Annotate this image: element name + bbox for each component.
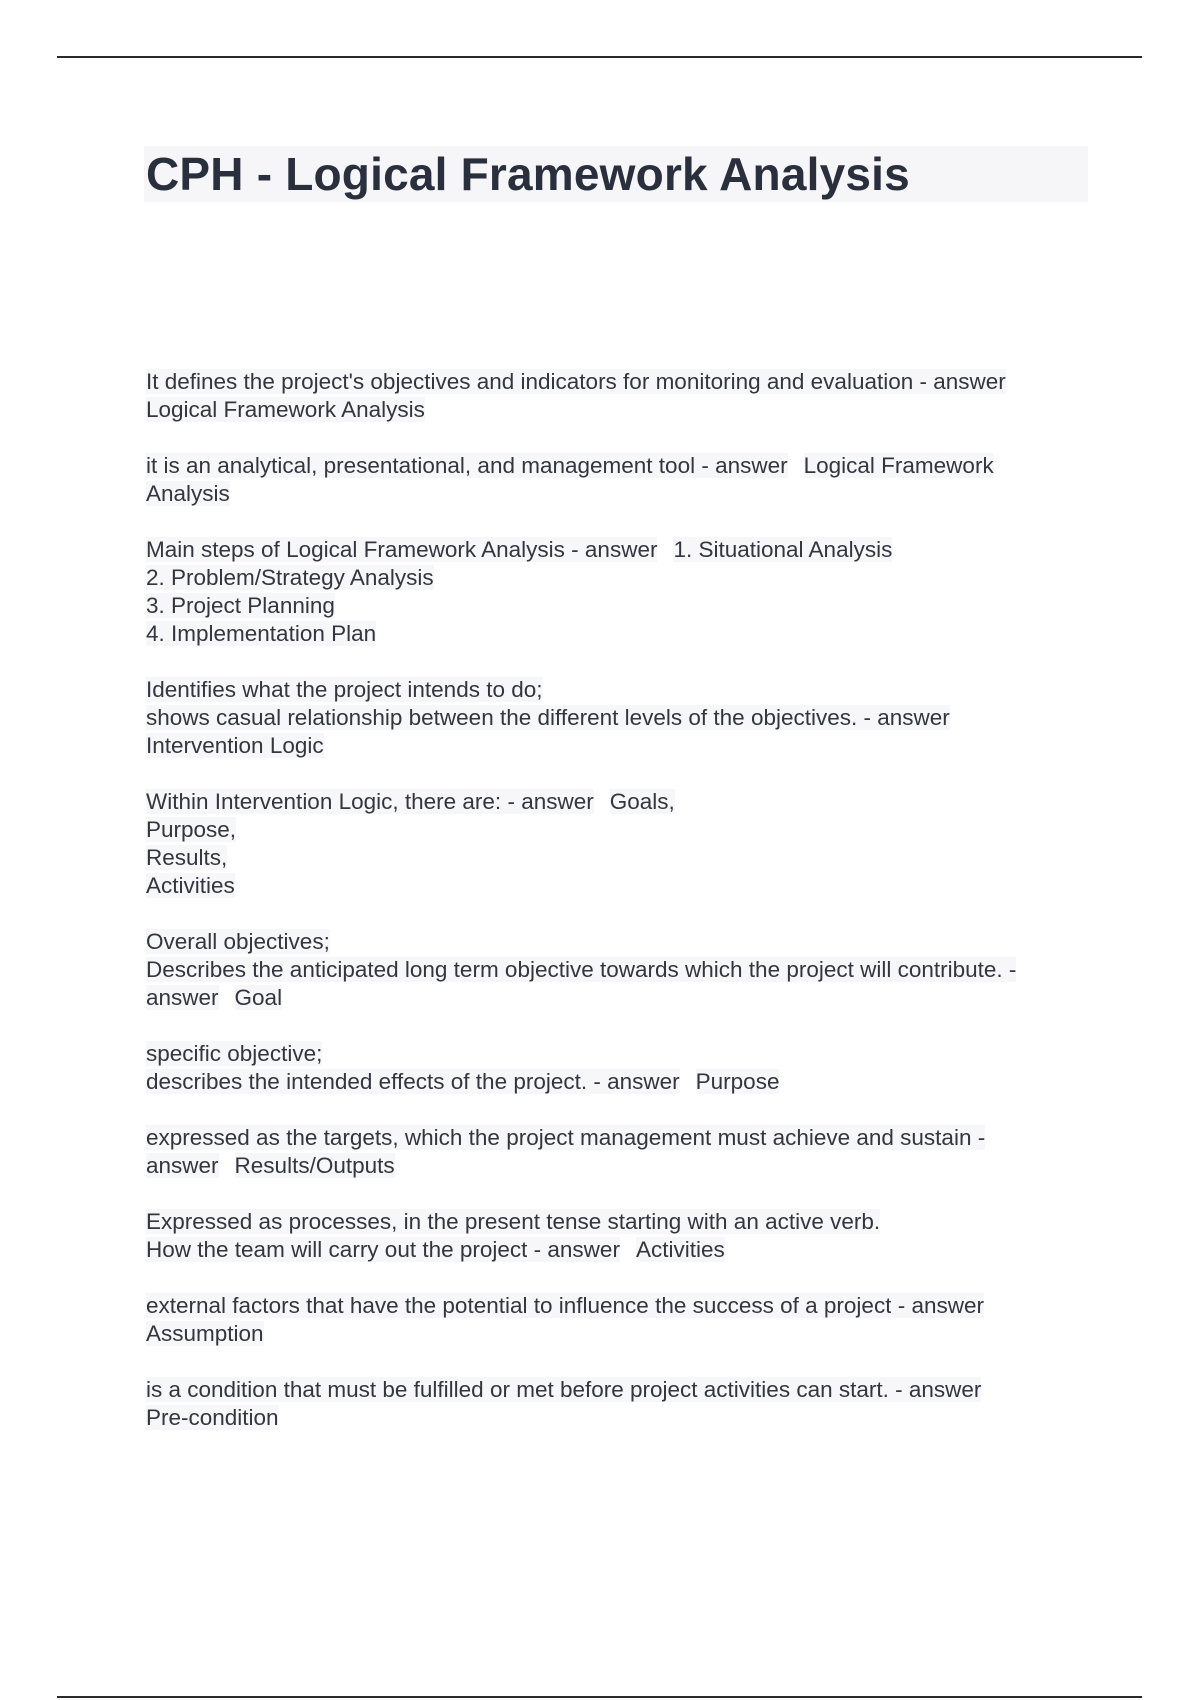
- qa-question: external factors that have the potential to influence the success of a project: [146, 1293, 892, 1318]
- qa-item: [146, 1208, 1086, 1264]
- qa-answer-marker: - answer: [888, 1377, 982, 1402]
- qa-question: Within Intervention Logic, there are:: [146, 789, 502, 814]
- qa-answer: Results/Outputs: [234, 1153, 395, 1178]
- qa-answer: Goal: [234, 985, 283, 1010]
- qa-question: specific objective; describes the intended effects of the project.: [146, 1041, 588, 1094]
- qa-answer-marker: - answer: [527, 1237, 620, 1262]
- qa-item: [146, 536, 1086, 648]
- qa-answer: Purpose: [695, 1069, 780, 1094]
- qa-answer: Assumption: [146, 1321, 264, 1346]
- qa-question: Expressed as processes, in the present tense starting with an active verb. How the team will carry out the project: [146, 1209, 881, 1262]
- qa-answer: Pre-condition: [146, 1405, 279, 1430]
- qa-question: is a condition that must be fulfilled or met before project activities can start.: [146, 1377, 889, 1402]
- qa-question: Overall objectives; Describes the anticipated long term objective towards which the project will contribute.: [146, 929, 1003, 982]
- qa-answer: Logical Framework Analysis: [146, 397, 425, 422]
- qa-item: [146, 676, 1086, 760]
- qa-question: Main steps of Logical Framework Analysis: [146, 537, 565, 562]
- page-title: CPH - Logical Framework Analysis: [146, 148, 910, 200]
- qa-answer: 1. Situational Analysis 2. Problem/Strategy Analysis 3. Project Planning 4. Implementation Plan: [146, 537, 893, 646]
- qa-answer: Goals, Purpose, Results, Activities: [146, 789, 675, 898]
- qa-answer-marker: - answer: [913, 369, 1006, 394]
- qa-answer-marker: - answer: [501, 789, 594, 814]
- qa-question: expressed as the targets, which the project management must achieve and sustain: [146, 1125, 972, 1150]
- qa-item: [146, 1040, 1086, 1096]
- bottom-divider: [57, 1696, 1142, 1698]
- qa-answer-marker: - answer: [146, 1125, 986, 1178]
- qa-question: Identifies what the project intends to do; shows casual relationship between the different levels of the objectives.: [146, 677, 858, 730]
- qa-item: [146, 452, 1086, 508]
- top-divider: [57, 56, 1142, 58]
- qa-answer-marker: - answer: [564, 537, 658, 562]
- qa-item: [146, 928, 1086, 1012]
- qa-answer-marker: - answer: [695, 453, 788, 478]
- qa-answer: Intervention Logic: [146, 733, 324, 758]
- qa-answer-marker: - answer: [891, 1293, 984, 1318]
- qa-answer-marker: - answer: [857, 705, 950, 730]
- qa-item: [146, 368, 1086, 424]
- qa-answer: Logical Framework Analysis: [146, 453, 994, 506]
- qa-item: [146, 1376, 1086, 1432]
- qa-answer-marker: - answer: [587, 1069, 680, 1094]
- qa-item: [146, 1292, 1086, 1348]
- qa-item: [146, 1124, 1086, 1180]
- qa-answer: Activities: [635, 1237, 725, 1262]
- qa-item: [146, 788, 1086, 900]
- qa-answer-marker: - answer: [146, 957, 1017, 1010]
- qa-question: it is an analytical, presentational, and management tool: [146, 453, 696, 478]
- qa-question: It defines the project's objectives and indicators for monitoring and evaluation: [146, 369, 914, 394]
- qa-list: [146, 368, 1086, 1460]
